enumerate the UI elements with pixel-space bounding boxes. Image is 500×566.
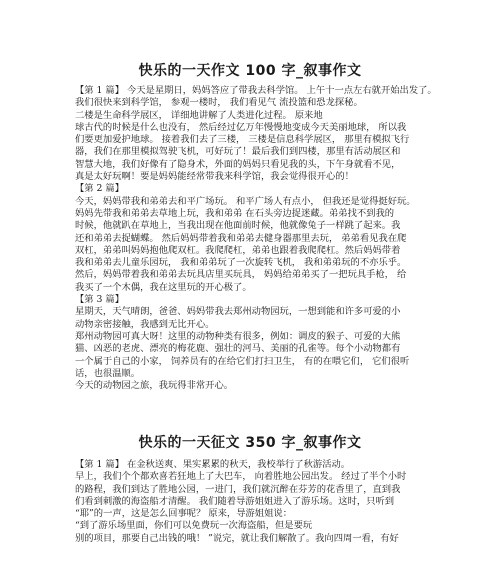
text-line: 们看到刺激的海盗船才清醒。 我们随着导游姐姐进入了游乐场。这时，只听到	[75, 495, 395, 507]
text-line: 时候，他就趴在草地上，当我出现在他面前时候，他就像兔子一样跳了起来。我	[75, 220, 401, 232]
text-line: 今天，妈妈带我和弟弟去和平广场玩。 和平广场人有点小， 但我还是觉得挺好玩。	[75, 195, 416, 207]
text-line: 【第 1 篇】 今天是星期日，妈妈答应了带我去科学馆。 上午十一点左右就开始出发了。	[75, 85, 437, 96]
text-line: 的路程，我们到达了胜地公园，一进门，我们就沉醉在芬芳的花香里了，直到我	[75, 483, 401, 495]
text-line: 们要更加爱护地球。 接着我们去了三楼， 三楼是信息科学展区， 那里有模拟飞行	[75, 134, 410, 146]
text-line: 我和弟弟去儿童乐园玩， 我和弟弟玩了一次旋转飞机， 我和弟弟玩的不亦乐乎。	[75, 257, 407, 269]
text-line: 双杠，弟弟叫妈妈抱他爬双杠。我爬爬杠，弟弟也跟着我爬爬杠。然后妈妈带着	[75, 244, 401, 256]
article-2-body	[75, 459, 495, 545]
text-line: 【第 2 篇】	[75, 183, 125, 195]
text-line: “到了游乐场里面，你们可以免费玩一次海盗船，但是要玩	[75, 520, 313, 532]
text-line: 【第 1 篇】 在金秋送爽、果实累累的秋天，我校举行了秋游活动。	[75, 459, 351, 470]
text-line: 真是太好玩啊！要是妈妈能经常带我来科学馆，我会觉得很开心的！	[75, 171, 354, 183]
text-line: 动物亲密接触，我感到无比开心。	[75, 318, 215, 330]
text-line: 早上，我们个个都欢喜若狂地上了大巴车， 向着胜地公园出发。 经过了半个小时	[75, 471, 407, 483]
text-line: 器，我们在那里模拟驾驶飞机，可好玩了！最后我们到四楼，那里有活动展区和	[75, 146, 401, 158]
text-line: “耶”的一声，这是怎么回事呢？ 原来，导游姐姐说：	[75, 508, 292, 520]
text-line: 今天的动物园之旅，我玩得非常开心。	[75, 380, 234, 392]
text-line: 别的项目，那要自己出钱的哦！ ”说完，就让我们解散了。我向四周一看，有好	[75, 532, 399, 544]
text-line: 郑州动物园可真大呀！这里的动物种类有很多，例如：调皮的猴子、可爱的大熊	[75, 330, 401, 342]
text-line: 智慧大地，我们好像有了隐身术，外面的妈妈只看见我的头，下午身就看不见，	[75, 158, 401, 170]
text-line: 球古代的时候是什么也没有， 然后经过亿万年慢慢地变成今天美丽地球， 所以我	[75, 121, 407, 133]
article-1-body	[75, 85, 495, 392]
text-line: 【第 3 篇】	[75, 294, 125, 306]
text-line: 一个属于自己的小家， 饲养员有的在给它们打扫卫生， 有的在喂它们， 它们很听	[75, 355, 410, 367]
article-2-title: 快乐的一天征文 350 字_叙事作文	[138, 435, 362, 451]
text-line: 话，也很温顺。	[75, 367, 141, 379]
text-line: 还和弟弟去捉蝴蝶。 然后妈妈带着我和弟弟去健身器那里去玩， 弟弟看见我在爬	[75, 232, 407, 244]
article-1-title: 快乐的一天作文 100 字_叙事作文	[138, 63, 362, 79]
text-line: 然后，妈妈带着我和弟弟去玩具店里买玩具， 妈妈给弟弟买了一把玩具手枪， 给	[75, 269, 407, 281]
text-line: 二楼是生命科学展区， 详细地讲解了人类进化过程。 原来地	[75, 109, 323, 121]
text-line: 星期天，天气晴朗，爸爸、妈妈带我去郑州动物园玩，一想到能和许多可爱的小	[75, 306, 401, 318]
text-line: 我买了一个木偶，我在这里玩的开心极了。	[75, 281, 252, 293]
text-line: 妈妈先带我和弟弟去草地上玩，我和弟弟 在石头旁边捉迷藏。弟弟找不到我的	[75, 207, 395, 219]
text-line: 我们很快来到科学馆， 参观一楼时， 我们看见气 流投篮和恐龙探秘。	[75, 97, 363, 109]
text-line: 猫、凶恶的老虎、漂亮的梅花鹿、强壮的河马、美丽的孔雀等。每个小动物都有	[75, 343, 401, 355]
